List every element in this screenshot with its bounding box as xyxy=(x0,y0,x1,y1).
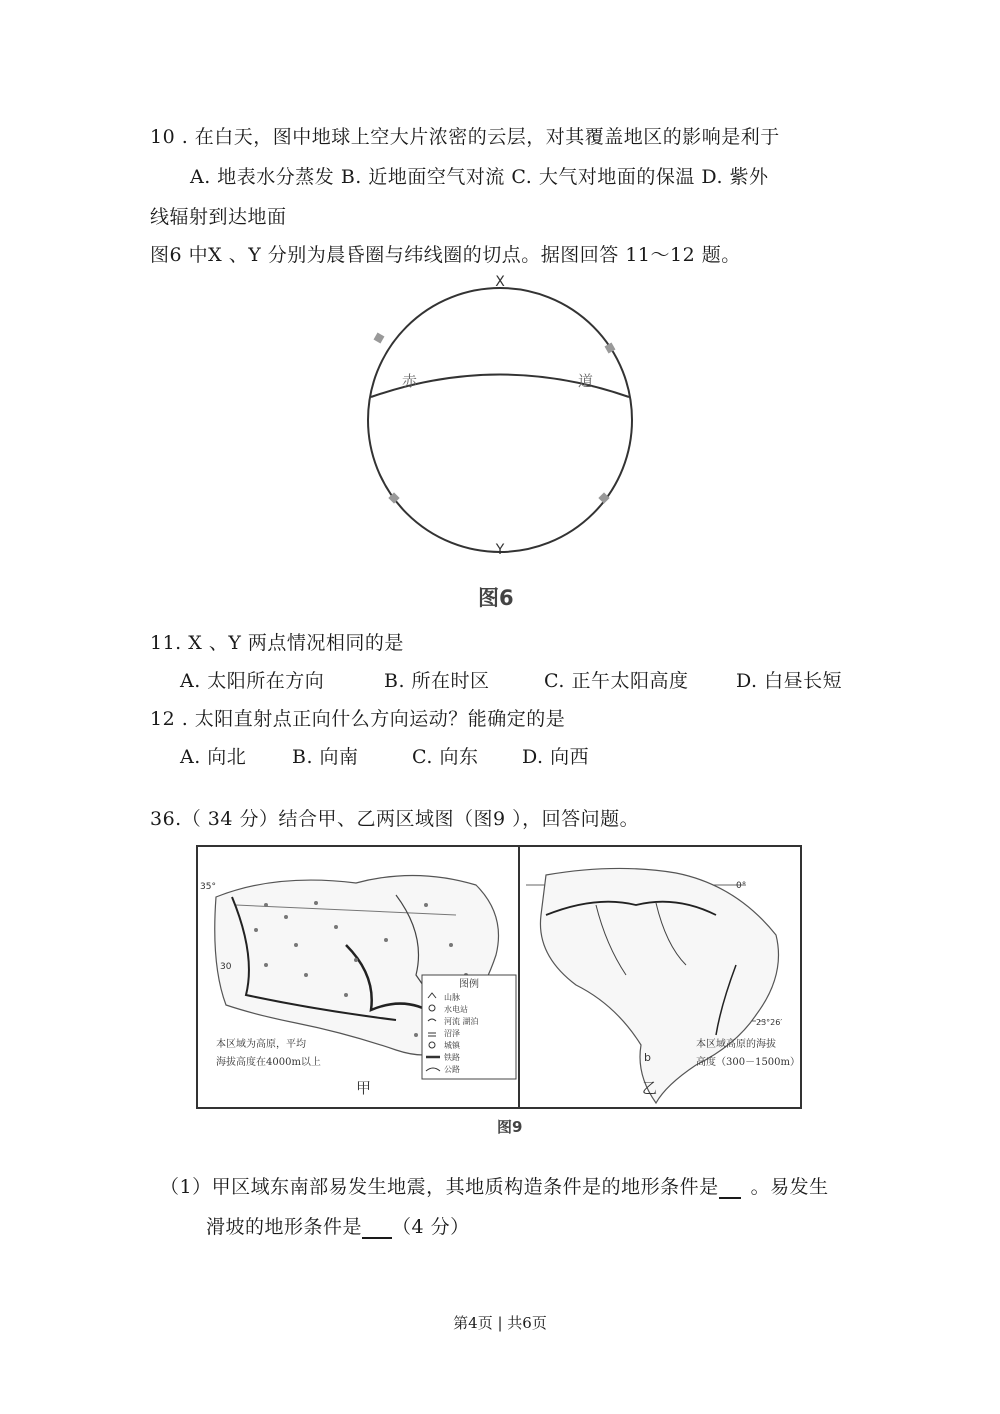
legend-item-swamp: 沼泽 xyxy=(444,1029,460,1038)
legend-item-railway: 铁路 xyxy=(444,1053,460,1062)
answer-blank-2[interactable] xyxy=(362,1217,392,1239)
jia-lat-30: 30 xyxy=(220,962,232,972)
fig6-intro: 图6 中X 、Y 分别为晨昏圈与纬线圈的切点。据图回答 11～12 题。 xyxy=(150,244,741,266)
q12-stem: 12 . 太阳直射点正向什么方向运动？能确定的是 xyxy=(150,708,566,730)
q36-1-text-d: （4 分） xyxy=(392,1216,470,1238)
jia-note-line2: 海拔高度在4000m以上 xyxy=(216,1057,321,1068)
yi-note-line2: 高度（300－1500m） xyxy=(696,1057,801,1068)
legend-item-mountain: 山脉 xyxy=(444,993,460,1002)
jia-note-line1: 本区域为高原，平均 xyxy=(216,1039,306,1050)
page-footer: 第4页 | 共6页 xyxy=(453,1314,547,1332)
q36-1-text-b: 。易发生 xyxy=(750,1176,829,1198)
q12-option-b: B. 向南 xyxy=(292,746,359,768)
figure-6 xyxy=(360,272,640,612)
q11-stem: 11. X 、Y 两点情况相同的是 xyxy=(150,632,404,654)
q11-option-d: D. 白昼长短 xyxy=(736,670,843,692)
q36-1-line1 xyxy=(160,1172,829,1199)
jia-label: 甲 xyxy=(356,1079,372,1097)
yi-note-line1: 本区域高原的海拔 xyxy=(696,1039,776,1050)
q36-stem: 36.（ 34 分）结合甲、乙两区域图（图9 ），回答问题。 xyxy=(150,808,640,830)
q12-option-a: A. 向北 xyxy=(180,746,247,768)
q11-option-c: C. 正午太阳高度 xyxy=(544,670,689,692)
q11-option-a: A. 太阳所在方向 xyxy=(180,670,325,692)
fig9-caption: 图9 xyxy=(497,1118,523,1136)
legend-item-river-lake: 河流 湖泊 xyxy=(444,1017,479,1026)
legend-item-town: 城镇 xyxy=(444,1041,460,1050)
equator-label-right: 道 xyxy=(578,372,594,390)
q36-1-text-c: 滑坡的地形条件是 xyxy=(206,1216,363,1238)
yi-lat-0: 0° xyxy=(736,881,747,891)
legend-item-hydropower: 水电站 xyxy=(444,1005,468,1014)
map-legend xyxy=(422,975,516,1079)
q10-options-continued: 线辐射到达地面 xyxy=(150,206,287,228)
q12-option-d: D. 向西 xyxy=(522,746,590,768)
q10-options: A. 地表水分蒸发 B. 近地面空气对流 C. 大气对地面的保温 D. 紫外 xyxy=(190,166,769,188)
figure-9 xyxy=(196,845,802,1109)
jia-lat-35: 35° xyxy=(200,882,216,892)
equator-label-left: 赤 xyxy=(402,372,418,390)
terminator-marks xyxy=(374,333,616,504)
point-y-label: Y xyxy=(495,542,505,558)
answer-blank-1[interactable] xyxy=(719,1177,741,1199)
globe-outline xyxy=(368,288,632,552)
q10-stem: 10 . 在白天，图中地球上空大片浓密的云层，对其覆盖地区的影响是利于 xyxy=(150,126,780,148)
point-x-label: X xyxy=(495,274,505,290)
yi-label: 乙 xyxy=(642,1079,658,1097)
globe-diagram xyxy=(360,272,640,612)
region-maps xyxy=(196,845,802,1109)
q11-option-b: B. 所在时区 xyxy=(384,670,490,692)
q12-option-c: C. 向东 xyxy=(412,746,479,768)
yi-lat-tropic: 23°26′ xyxy=(756,1018,783,1027)
fig6-caption: 图6 xyxy=(478,586,514,610)
yi-point-b: b xyxy=(644,1051,651,1064)
q36-1-line2 xyxy=(206,1212,470,1239)
legend-title: 图例 xyxy=(459,979,479,990)
legend-item-road: 公路 xyxy=(444,1065,460,1074)
q36-1-text-a: （1）甲区域东南部易发生地震，其地质构造条件是的地形条件是 xyxy=(160,1176,719,1198)
q11-options xyxy=(180,666,842,693)
q12-options xyxy=(180,742,589,769)
